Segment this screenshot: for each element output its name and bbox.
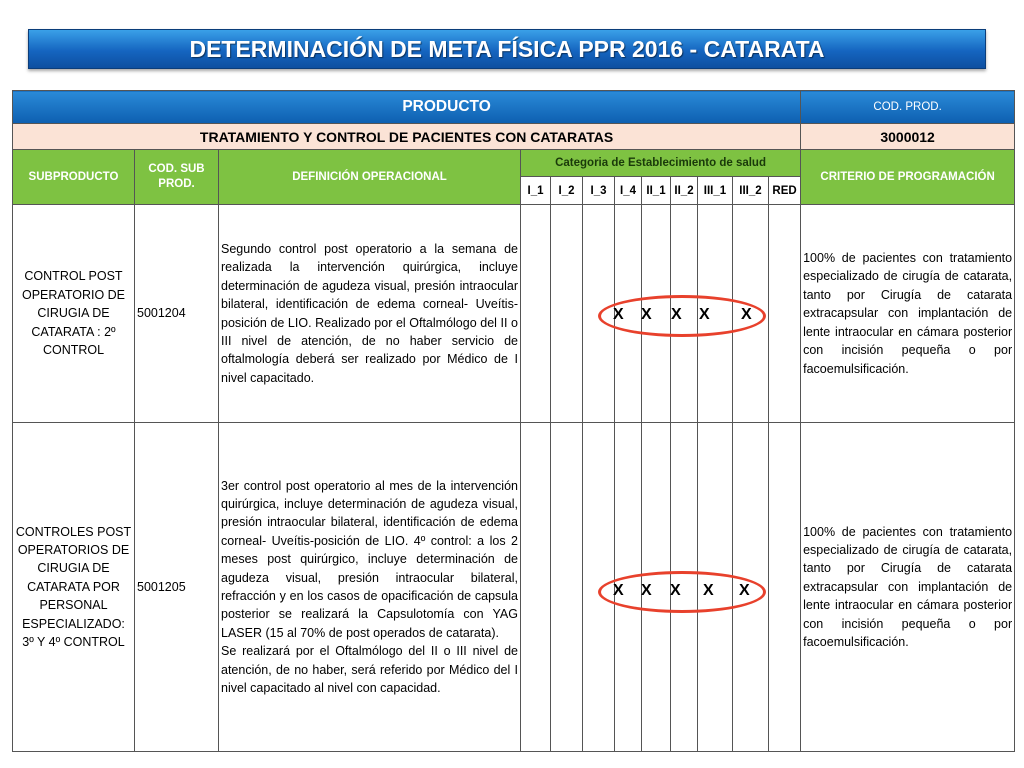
producto-header: PRODUCTO: [13, 91, 801, 124]
category-label: III_1: [698, 177, 733, 205]
mark-x: X: [741, 306, 752, 323]
subproducto-cell: CONTROLES POST OPERATORIOS DE CIRUGIA DE CATARATA POR PERSONAL ESPECIALIZADO: 3º Y 4º CONTROL: [13, 423, 135, 752]
mark-x: X: [641, 306, 652, 323]
producto-name: TRATAMIENTO Y CONTROL DE PACIENTES CON CATARATAS: [13, 124, 801, 150]
mark-x: X: [641, 582, 652, 599]
definicion-extra-text: Se realizará por el Oftalmólogo del II o III nivel de atención, de no haber, será referido por Médico del I nivel capacitado al nivel con capacidad.: [221, 644, 518, 696]
category-label: I_1: [521, 177, 551, 205]
criterio-header: CRITERIO DE PROGRAMACIÓN: [801, 150, 1015, 205]
categoria-header: Categoria de Establecimiento de salud: [521, 150, 801, 177]
codigo-cell: 5001204: [135, 205, 219, 423]
table-row: [13, 205, 1015, 423]
category-label: I_3: [583, 177, 615, 205]
mark-x: X: [671, 306, 682, 323]
definicion-header: DEFINICIÓN OPERACIONAL: [219, 150, 521, 205]
mark-x: X: [699, 306, 710, 323]
cod-prod-value: 3000012: [801, 124, 1015, 150]
mark-x: X: [670, 582, 681, 599]
category-label: III_2: [733, 177, 769, 205]
definicion-text: 3er control post operatorio al mes de la intervención quirúrgica, incluye determinación de agudeza visual, presión intraocular bilateral, identificación de edema corneal- Uveítis-posición de LIO. 4º control: a los 2 meses post quirúrgico, incluye determinación de agudeza visual, presión intraocular bilateral, refracción y en los casos de opacificación de capsula posterior se realizará la Capsulotomía con YAG LASER (15 al 70% de post operados de catarata).: [221, 478, 518, 640]
subproducto-header: SUBPRODUCTO: [13, 150, 135, 205]
category-label: I_2: [551, 177, 583, 205]
table-row: [13, 423, 1015, 752]
cod-prod-header: COD. PROD.: [801, 91, 1015, 124]
criterio-cell: 100% de pacientes con tratamiento especializado de cirugía de catarata, tanto por Cirugía de catarata extracapsular con implantación de lente intraocular en cámara posterior con incisión pequeña o por facoemulsificación.: [801, 205, 1015, 423]
codigo-cell: 5001205: [135, 423, 219, 752]
mark-x: X: [703, 582, 714, 599]
mark-x: X: [613, 582, 624, 599]
criterio-cell: 100% de pacientes con tratamiento especializado de cirugía de catarata, tanto por Cirugía de catarata extracapsular con implantación de lente intraocular en cámara posterior con incisión pequeña o por facoemulsificación.: [801, 423, 1015, 752]
category-label: II_1: [642, 177, 671, 205]
mark-x: X: [739, 582, 750, 599]
mark-x: X: [613, 306, 624, 323]
subproducto-cell: CONTROL POST OPERATORIO DE CIRUGIA DE CATARATA : 2º CONTROL: [13, 205, 135, 423]
page-title: DETERMINACIÓN DE META FÍSICA PPR 2016 - CATARATA: [28, 29, 986, 69]
cod-sub-prod-header: COD. SUB PROD.: [135, 150, 219, 205]
category-label: I_4: [615, 177, 642, 205]
definicion-cell: [219, 423, 521, 752]
category-label: II_2: [671, 177, 698, 205]
category-label: RED: [769, 177, 801, 205]
meta-fisica-table: [12, 90, 1015, 752]
definicion-cell: Segundo control post operatorio a la semana de realizada la intervención quirúrgica, incluye determinación de agudeza visual, presión intraocular bilateral, identificación de edema corneal- Uveítis-posición de LIO. Realizado por el Oftalmólogo del II o III nivel de atención, de no haber servicio de oftalmología deberá ser realizado por Médico de I nivel capacitado.: [219, 205, 521, 423]
